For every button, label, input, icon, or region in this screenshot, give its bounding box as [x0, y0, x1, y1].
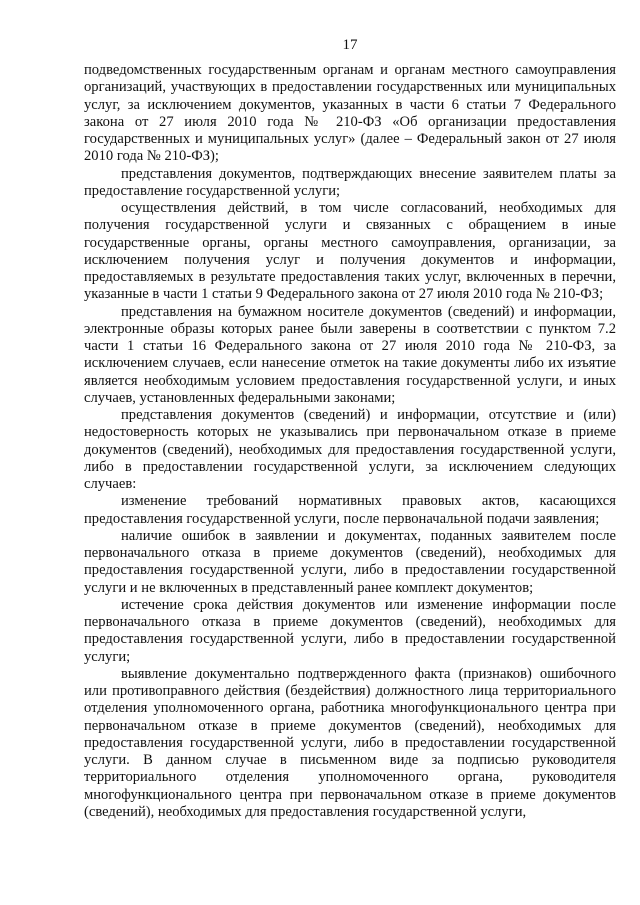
paragraph-official-misconduct: выявление документально подтвержденного факта (признаков) ошибочного или противоправного действия (бездействия) должностного лица территориального отделения уполномоченного органа, работника многофункционального центра при первоначальном отказе в приеме документов (сведений), необходимых для предоставления государственной услуги, либо в предоставлении государственной услуги. В данном случае в письменном виде за подписью руководителя территориального отделения уполномоченного органа, руководителя многофункционального центра при первоначальном отказе в приеме документов (сведений), необходимых для предоставления государственной услуги, [84, 665, 616, 820]
paragraph-errors-in-application: наличие ошибок в заявлении и документах, поданных заявителем после первоначального отказа в приеме документов (сведений), необходимых для предоставления государственной услуги, либо в предоставлении государственной услуги и не включенных в представленный ранее комплект документов; [84, 527, 616, 596]
page-number: 17 [342, 37, 358, 53]
paragraph-approvals: осуществления действий, в том числе согласований, необходимых для получения государственной услуги и связанных с обращением в иные государственные органы, органы местного самоуправления, организации, за исключением получения услуг и получения документов и информации, предоставляемых в результате предоставления таких услуг, включенных в перечни, указанные в части 1 статьи 9 Федерального закона от 27 июля 2010 года № 210-ФЗ; [84, 200, 616, 303]
document-page [84, 36, 616, 821]
paragraph-payment-proof: представления документов, подтверждающих внесение заявителем платы за предоставление государственной услуги; [84, 165, 616, 199]
paragraph-continuation: подведомственных государственным органам и органам местного самоуправления организаций, участвующих в предоставлении государственных или муниципальных услуг, за исключением документов, указанных в части 6 статьи 7 Федерального закона от 27 июля 2010 года № 210-ФЗ «Об организации предоставления государственных и муниципальных услуг» (далее – Федеральный закон от 27 июля 2010 года № 210-ФЗ); [84, 62, 616, 165]
document-body [84, 62, 616, 821]
paragraph-document-expiry: истечение срока действия документов или изменение информации после первоначального отказа в приеме документов (сведений), необходимых для предоставления государственной услуги, либо в предоставлении государственной услуги; [84, 596, 616, 665]
paragraph-requirements-change: изменение требований нормативных правовых актов, касающихся предоставления государственной услуги, после первоначальной подачи заявления; [84, 493, 616, 527]
paragraph-paper-documents: представления на бумажном носителе документов (сведений) и информации, электронные образы которых ранее были заверены в соответствии с пунктом 7.2 части 1 статьи 16 Федерального закона от 27 июля 2010 года № 210-ФЗ, за исключением случаев, если нанесение отметок на такие документы либо их изъятие является необходимым условием предоставления государственной услуги, и иных случаев, установленных федеральными законами; [84, 303, 616, 406]
paragraph-missing-documents: представления документов (сведений) и информации, отсутствие и (или) недостоверность которых не указывались при первоначальном отказе в приеме документов (сведений), необходимых для предоставления государственной услуги, либо в предоставлении государственной услуги, за исключением следующих случаев: [84, 407, 616, 492]
